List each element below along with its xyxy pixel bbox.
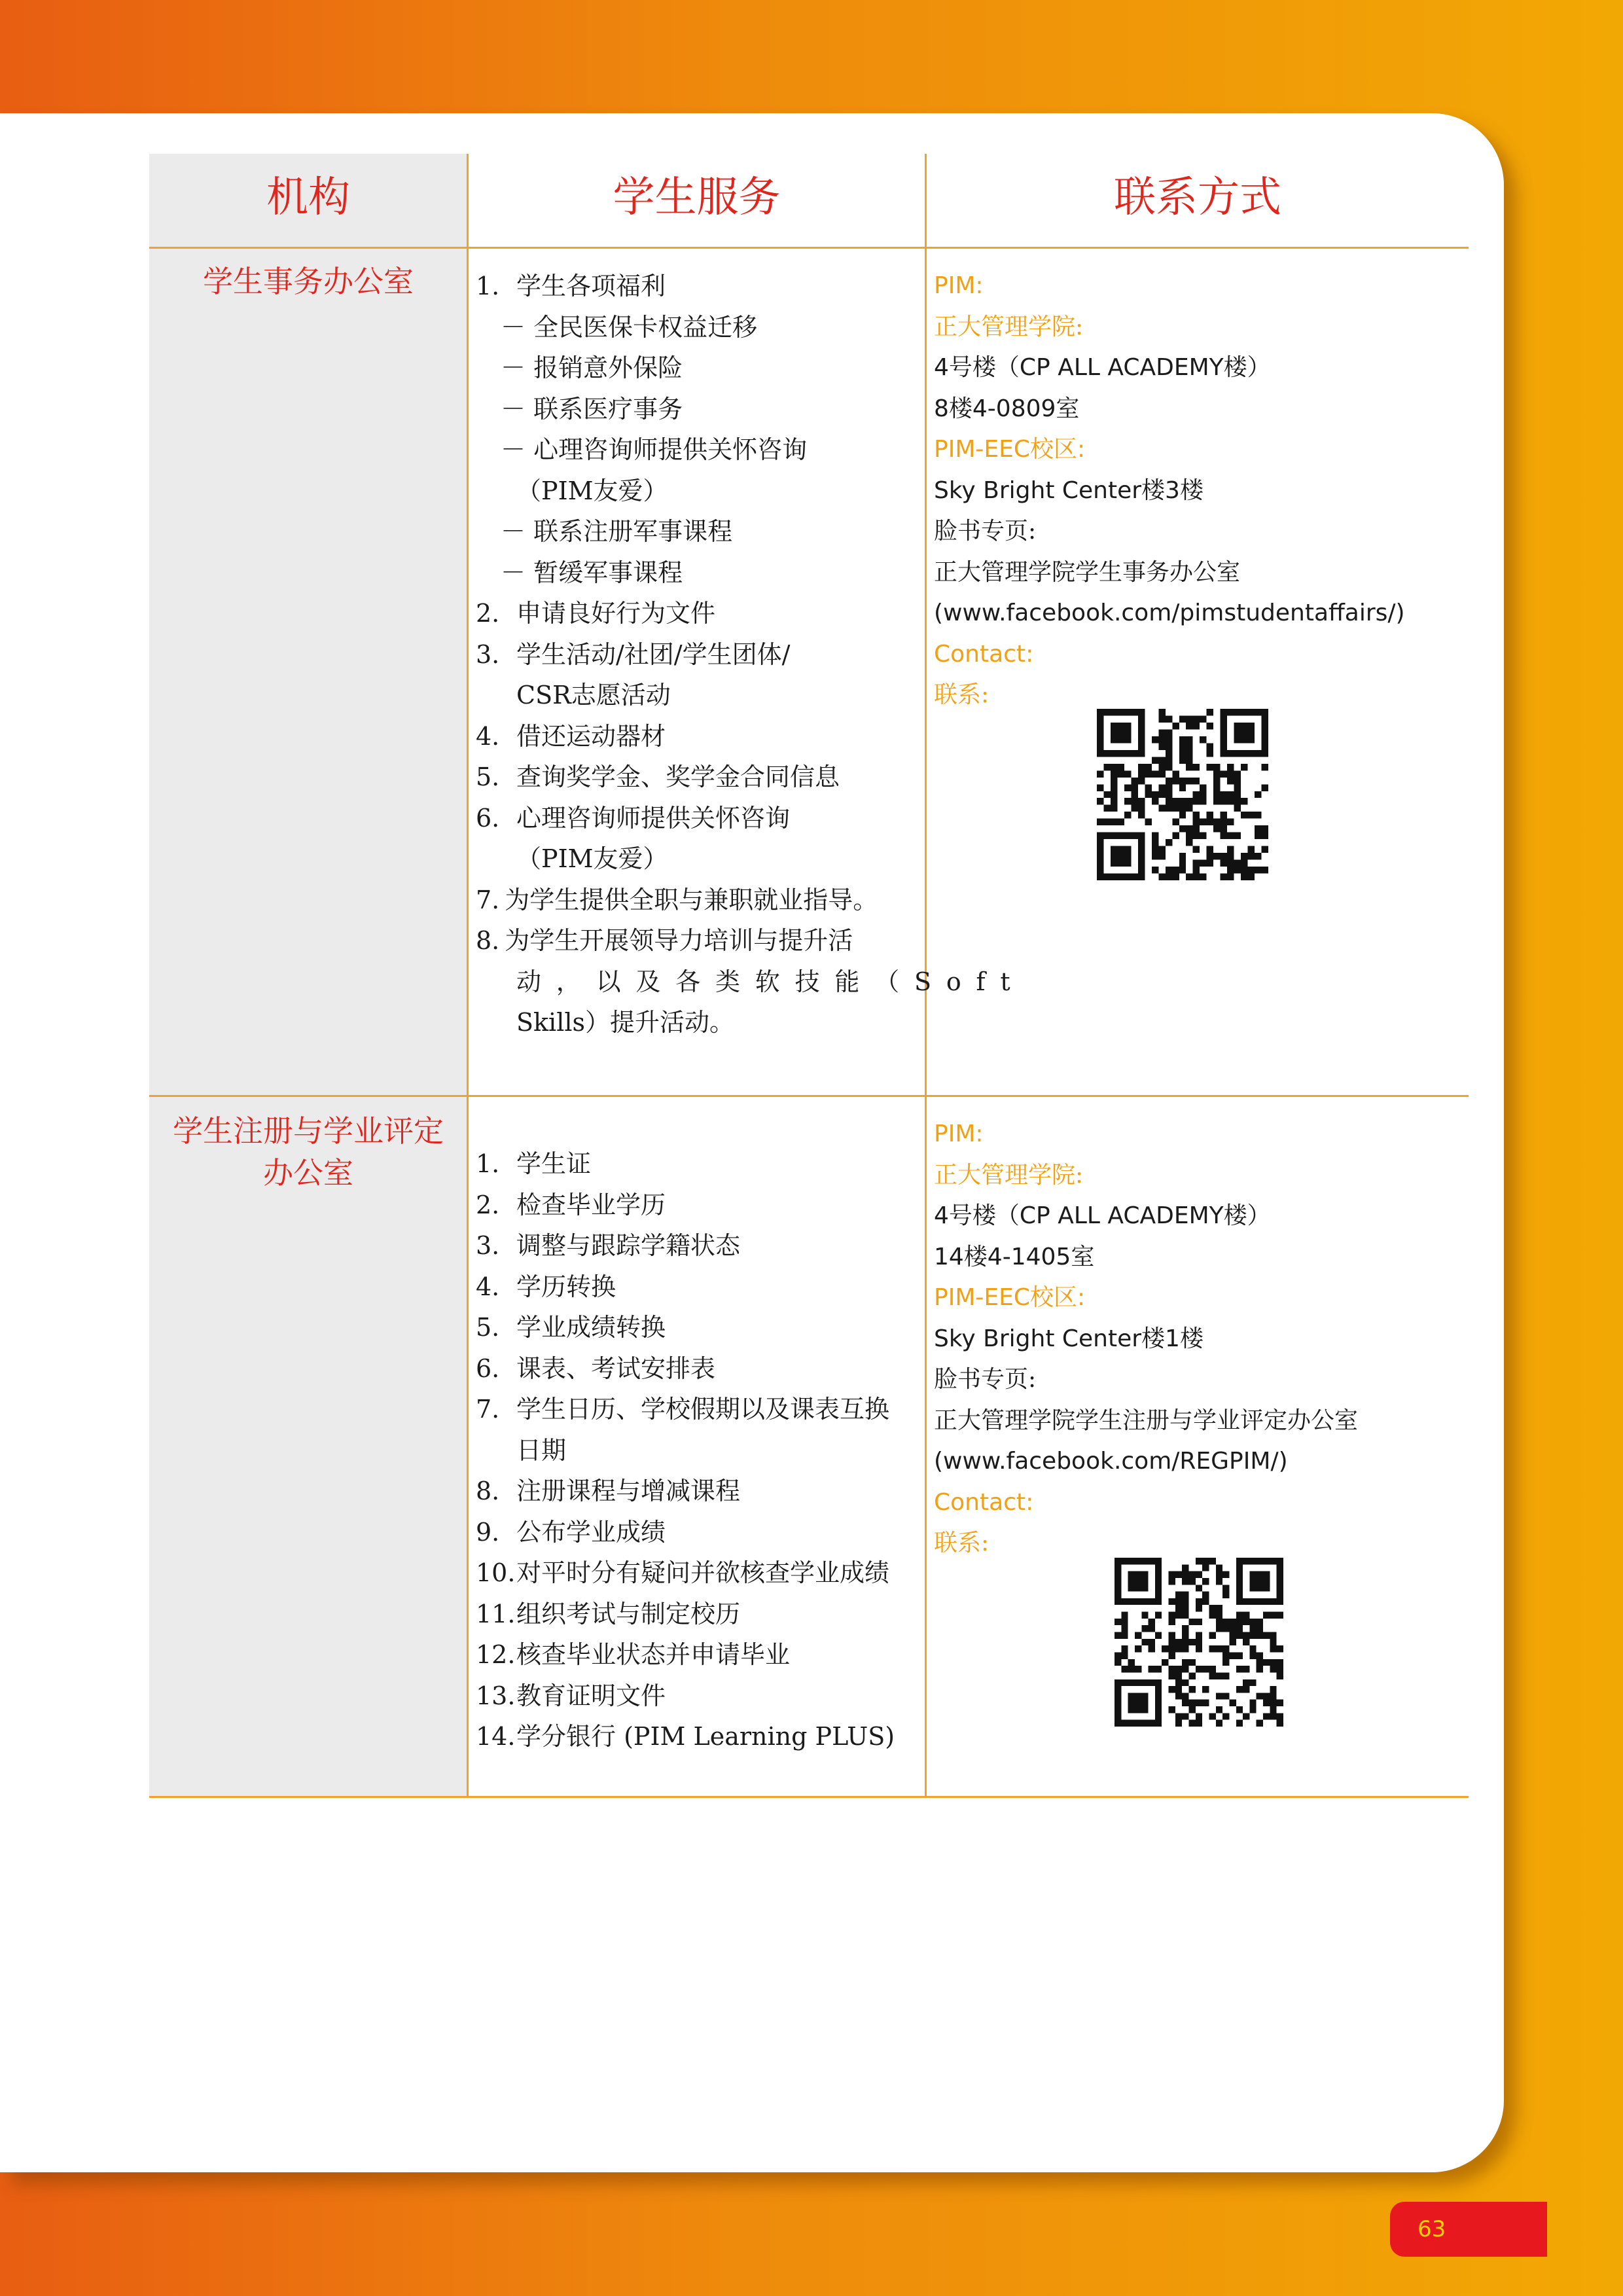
service-text: 公布学业成绩: [516, 1517, 666, 1547]
service-item: （PIM友爱）: [516, 844, 668, 873]
service-item: 日期: [516, 1435, 567, 1465]
service-number: 3.: [476, 1231, 500, 1260]
header-contact: 联系方式: [1114, 173, 1281, 222]
service-text: 借还运动器材: [516, 721, 666, 751]
service-item: （PIM友爱）: [516, 476, 668, 505]
service-number: 6.: [476, 1354, 500, 1383]
eec-building-text: Sky Bright Center楼1楼: [934, 1325, 1204, 1352]
eec-label: PIM-EEC校区:: [934, 436, 1086, 463]
service-text: 学生证: [516, 1149, 592, 1178]
service-item: 动，以及各类软技能（Soft: [516, 967, 1026, 996]
service-item: [476, 757, 1025, 798]
pim-label: PIM:: [934, 272, 984, 299]
service-text: 学生日历、学校假期以及课表互换: [516, 1395, 890, 1424]
service-item: [476, 1716, 895, 1757]
service-text: 对平时分有疑问并欲核查学业成绩: [516, 1558, 890, 1587]
service-number: 12.: [476, 1640, 516, 1669]
service-number: 4.: [476, 1272, 500, 1301]
service-item: [476, 1307, 895, 1348]
service-text: 学生活动/社团/学生团体/: [516, 639, 791, 669]
service-number: 4.: [476, 721, 500, 751]
building-text: 4号楼（CP ALL ACADEMY楼）: [934, 354, 1271, 381]
service-text: 检查毕业学历: [516, 1190, 666, 1219]
institution-line: 办公室: [263, 1155, 353, 1191]
service-item: － 联系医疗事务: [501, 394, 683, 423]
institution-registration: [149, 1110, 467, 1194]
row-divider: [149, 1095, 1469, 1097]
school-label: 正大管理学院:: [934, 1161, 1084, 1189]
column-divider: [467, 154, 469, 1798]
institution-student-affairs: 学生事务办公室: [203, 264, 414, 299]
service-number: 13.: [476, 1681, 516, 1710]
service-item: [476, 1512, 895, 1553]
service-number: 6.: [476, 803, 500, 833]
service-text: 调整与跟踪学籍状态: [516, 1231, 741, 1260]
service-number: 2.: [476, 599, 500, 628]
service-number: 8.: [476, 926, 500, 955]
service-item: － 全民医保卡权益迁移: [501, 312, 758, 342]
service-item: [476, 1266, 895, 1308]
service-item: － 心理咨询师提供关怀咨询: [501, 435, 808, 464]
service-item: [476, 1471, 895, 1512]
service-item: [476, 1594, 895, 1635]
service-number: 11.: [476, 1599, 516, 1628]
service-number: 7.: [476, 1395, 500, 1424]
service-number: 3.: [476, 639, 500, 669]
service-item: [476, 798, 1025, 839]
service-text: 学分银行 (PIM Learning PLUS): [516, 1722, 895, 1751]
service-number: 1.: [476, 272, 500, 300]
contact-registration: [934, 1114, 1358, 1564]
service-item: － 暂缓军事课程: [501, 558, 683, 587]
service-item: [476, 1634, 895, 1676]
service-text: 核查毕业状态并申请毕业: [516, 1640, 791, 1669]
contact-cn-label: 联系:: [934, 681, 990, 708]
service-number: 5.: [476, 1313, 500, 1342]
table-bottom-rule: [149, 1796, 1469, 1798]
service-item: [476, 880, 1025, 921]
service-text: 为学生提供全职与兼职就业指导。: [505, 885, 878, 914]
facebook-label: 脸书专页:: [934, 1366, 1037, 1393]
eec-building-text: Sky Bright Center楼3楼: [934, 476, 1204, 504]
service-text: 教育证明文件: [516, 1681, 666, 1710]
service-item: [476, 1185, 895, 1226]
service-item: Skills）提升活动。: [516, 1008, 735, 1037]
contact-label: Contact:: [934, 1488, 1034, 1516]
service-item: [476, 1225, 895, 1266]
service-number: 9.: [476, 1517, 500, 1547]
service-number: 7.: [476, 885, 500, 914]
service-number: 2.: [476, 1190, 500, 1219]
facebook-url-link[interactable]: (www.facebook.com/pimstudentaffairs/): [934, 600, 1405, 626]
header-services: 学生服务: [613, 173, 781, 222]
facebook-url-link[interactable]: (www.facebook.com/REGPIM/): [934, 1448, 1288, 1475]
header-divider: [149, 247, 1469, 249]
service-item: － 联系注册军事课程: [501, 517, 733, 546]
facebook-label: 脸书专页:: [934, 518, 1037, 545]
contact-student-affairs: [934, 266, 1405, 716]
institution-column-bg: [149, 154, 467, 1798]
school-label: 正大管理学院:: [934, 313, 1084, 340]
service-item: [476, 920, 1025, 961]
facebook-name: 正大管理学院学生事务办公室: [934, 558, 1241, 586]
service-text: 学业成绩转换: [516, 1313, 666, 1342]
room-text: 14楼4-1405室: [934, 1243, 1095, 1270]
institution-line: 学生注册与学业评定: [173, 1113, 444, 1149]
building-text: 4号楼（CP ALL ACADEMY楼）: [934, 1202, 1271, 1229]
service-number: 10.: [476, 1558, 516, 1587]
service-text: 查询奖学金、奖学金合同信息: [516, 762, 840, 791]
service-text: 学生各项福利: [516, 272, 666, 300]
service-item: CSR志愿活动: [516, 681, 671, 709]
service-text: 课表、考试安排表: [516, 1354, 716, 1383]
service-item: [476, 1143, 895, 1185]
service-item: [476, 716, 1025, 757]
service-number: 1.: [476, 1149, 500, 1178]
header-institution: 机构: [266, 173, 350, 222]
facebook-name: 正大管理学院学生注册与学业评定办公室: [934, 1407, 1359, 1434]
contact-label: Contact:: [934, 640, 1034, 668]
eec-label: PIM-EEC校区:: [934, 1284, 1086, 1311]
service-item: [476, 1552, 895, 1594]
service-number: 8.: [476, 1477, 500, 1505]
qr-code-icon[interactable]: [1115, 1558, 1283, 1727]
service-number: 5.: [476, 762, 500, 791]
qr-code-icon[interactable]: [1097, 709, 1268, 880]
service-text: 组织考试与制定校历: [516, 1599, 741, 1628]
service-item: － 报销意外保险: [501, 353, 683, 382]
service-item: [476, 1389, 895, 1430]
service-text: 为学生开展领导力培训与提升活: [505, 926, 853, 955]
room-text: 8楼4-0809室: [934, 395, 1080, 422]
service-number: 14.: [476, 1722, 516, 1751]
services-list-registration: [476, 1143, 895, 1757]
service-text: 注册课程与增减课程: [516, 1477, 741, 1505]
page-number: 63: [1390, 2202, 1547, 2257]
service-item: [476, 1348, 895, 1390]
contact-cn-label: 联系:: [934, 1530, 990, 1556]
pim-label: PIM:: [934, 1121, 984, 1147]
service-text: 学历转换: [516, 1272, 616, 1301]
service-text: 心理咨询师提供关怀咨询: [516, 803, 791, 833]
service-item: [476, 1676, 895, 1717]
service-text: 申请良好行为文件: [516, 599, 716, 628]
